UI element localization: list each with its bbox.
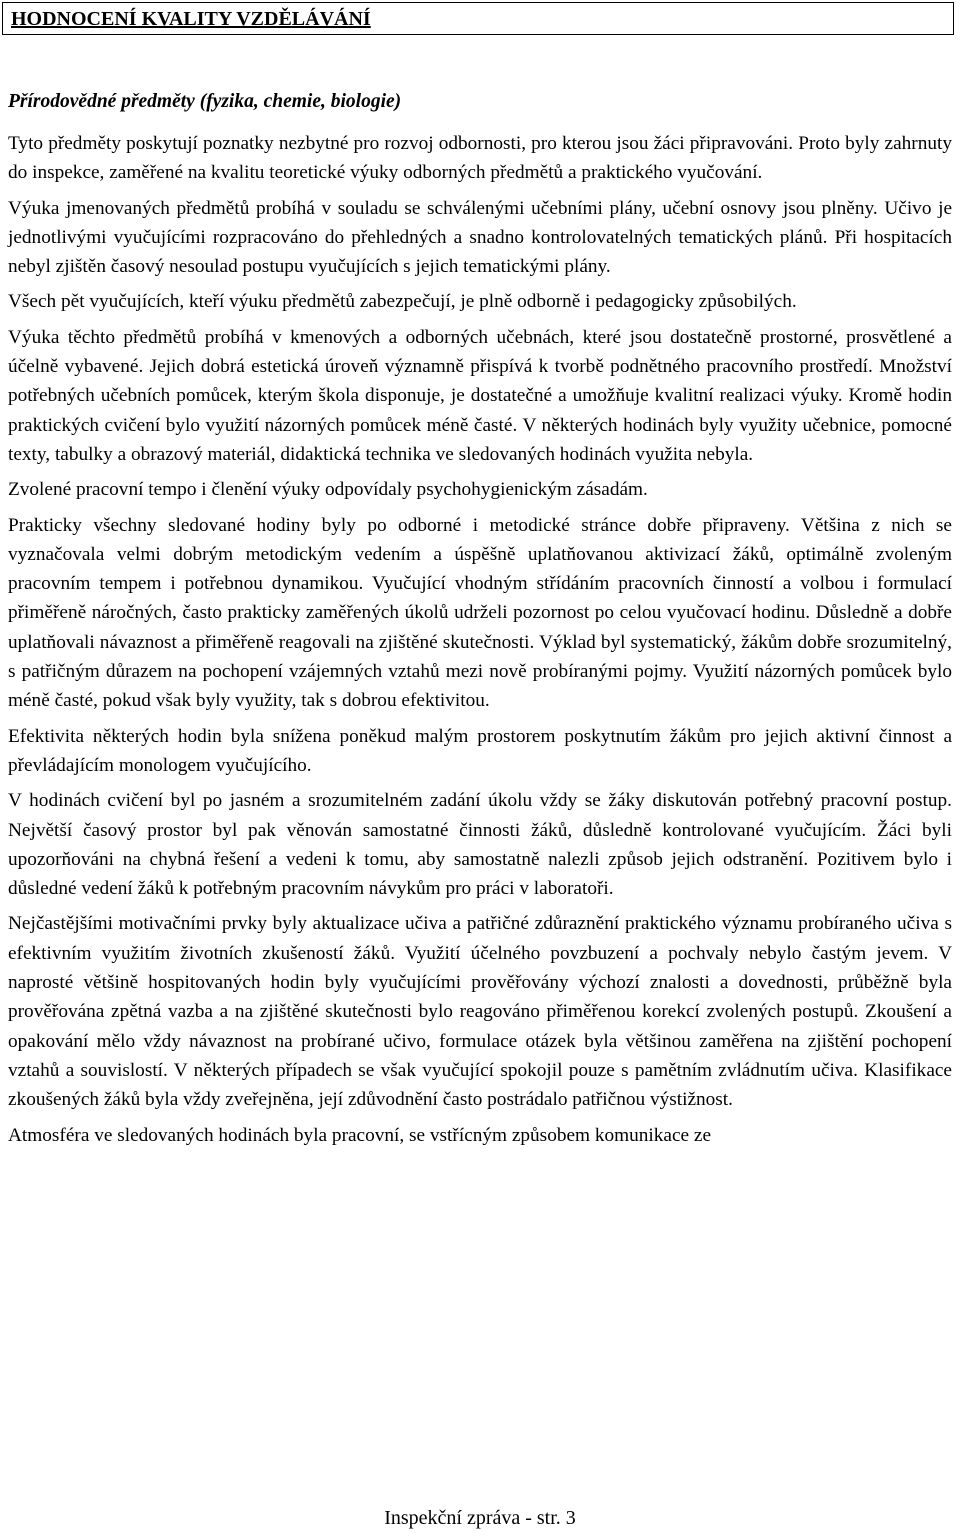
- paragraph: Efektivita některých hodin byla snížena poněkud malým prostorem poskytnutím žákům pro jejich aktivní činnost a převládajícím monologem vyučujícího.: [8, 725, 952, 776]
- paragraph: Výuka těchto předmětů probíhá v kmenových a odborných učebnách, které jsou dostatečně prostorné, prosvětlené a účelně vybavené. Jejich dobrá estetická úroveň významně přispívá k tvorbě podnětného pracovního prostředí. Množství potřebných učebních pomůcek, kterým škola disponuje, je dostatečné a umožňuje kvalitní realizaci výuky. Kromě hodin praktických cvičení bylo využití názorných pomůcek méně časté. V některých hodinách byly využity učebnice, pomocné texty, tabulky a obrazový materiál, didaktická technika ve sledovaných hodinách využita nebyla.: [8, 326, 952, 465]
- paragraph: Tyto předměty poskytují poznatky nezbytné pro rozvoj odbornosti, pro kterou jsou žáci připravováni. Proto byly zahrnuty do inspekce, zaměřené na kvalitu teoretické výuky odborných předmětů a praktického vyučování.: [8, 133, 952, 184]
- paragraph: Výuka jmenovaných předmětů probíhá v souladu se schválenými učebními plány, učební osnovy jsou plněny. Učivo je jednotlivými vyučujícími rozpracováno do přehledných a snadno kontrolovatelných tematických plánů. Při hospitacích nebyl zjištěn časový nesoulad postupu vyučujících s jejich tematickými plány.: [8, 197, 952, 278]
- paragraph: V hodinách cvičení byl po jasném a srozumitelném zadání úkolu vždy se žáky diskutován potřebný pracovní postup. Největší časový prostor byl pak věnován samostatné činnosti žáků, důsledně kontrolované vyučujícím. Žáci byli upozorňováni na chybná řešení a vedeni k tomu, aby samostatně nalezli způsob jejich odstranění. Pozitivem bylo i důsledné vedení žáků k potřebným pracovním návykům pro práci v laboratoři.: [8, 790, 952, 900]
- paragraph: Prakticky všechny sledované hodiny byly po odborné i metodické stránce dobře připraveny. Většina z nich se vyznačovala velmi dobrým metodickým vedením a úspěšně uplatňovanou aktivizací žáků, optimálně zvoleným pracovním tempem i potřebnou dynamikou. Vyučující vhodným střídáním pracovních činností a volbou i formulací přiměřeně náročných, často prakticky zaměřených úkolů udrželi pozornost po celou vyučovací hodinu. Důsledně a dobře uplatňovali návaznost a přiměřeně reagovali na zjištěné skutečnosti. Výklad byl systematický, žákům dobře srozumitelný, s patřičným důrazem na pochopení vzájemných vztahů mezi nově probíranými pojmy. Využití názorných pomůcek bylo méně časté, pokud však byly využity, tak s dobrou efektivitou.: [8, 514, 952, 712]
- body-text: [8, 129, 952, 1150]
- page-title: HODNOCENÍ KVALITY VZDĚLÁVÁNÍ: [11, 8, 371, 30]
- paragraph: Nejčastějšími motivačními prvky byly aktualizace učiva a patřičné zdůraznění praktického významu probíraného učiva s efektivním využitím životních zkušeností žáků. Využití účelného povzbuzení a pochvaly nebylo častým jevem. V naprosté většině hospitovaných hodin byly vyučujícími prověřovány výchozí znalosti a dovednosti, průběžně byla prověřována zpětná vazba a na zjištěné skutečnosti bylo reagováno přiměřenou korekcí zvolených postupů. Zkoušení a opakování mělo vždy návaznost na probírané učivo, formulace otázek byla většinou zaměřena na zjištění pochopení vztahů a souvislostí. V některých případech se však vyučující spokojil pouze s pamětním zvládnutím učiva. Klasifikace zkoušených žáků byla vždy zveřejněna, její zdůvodnění často postrádalo patřičnou výstižnost.: [8, 913, 952, 1111]
- section-heading: Přírodovědné předměty (fyzika, chemie, biologie): [8, 91, 402, 112]
- paragraph: Zvolené pracovní tempo i členění výuky odpovídaly psychohygienickým zásadám.: [8, 479, 648, 501]
- paragraph: Atmosféra ve sledovaných hodinách byla pracovní, se vstřícným způsobem komunikace ze: [8, 1124, 712, 1146]
- header-box: [2, 2, 954, 35]
- paragraph: Všech pět vyučujících, kteří výuku předmětů zabezpečují, je plně odborně i pedagogicky způsobilých.: [8, 291, 797, 313]
- page-footer: Inspekční zpráva - str. 3: [384, 1507, 576, 1529]
